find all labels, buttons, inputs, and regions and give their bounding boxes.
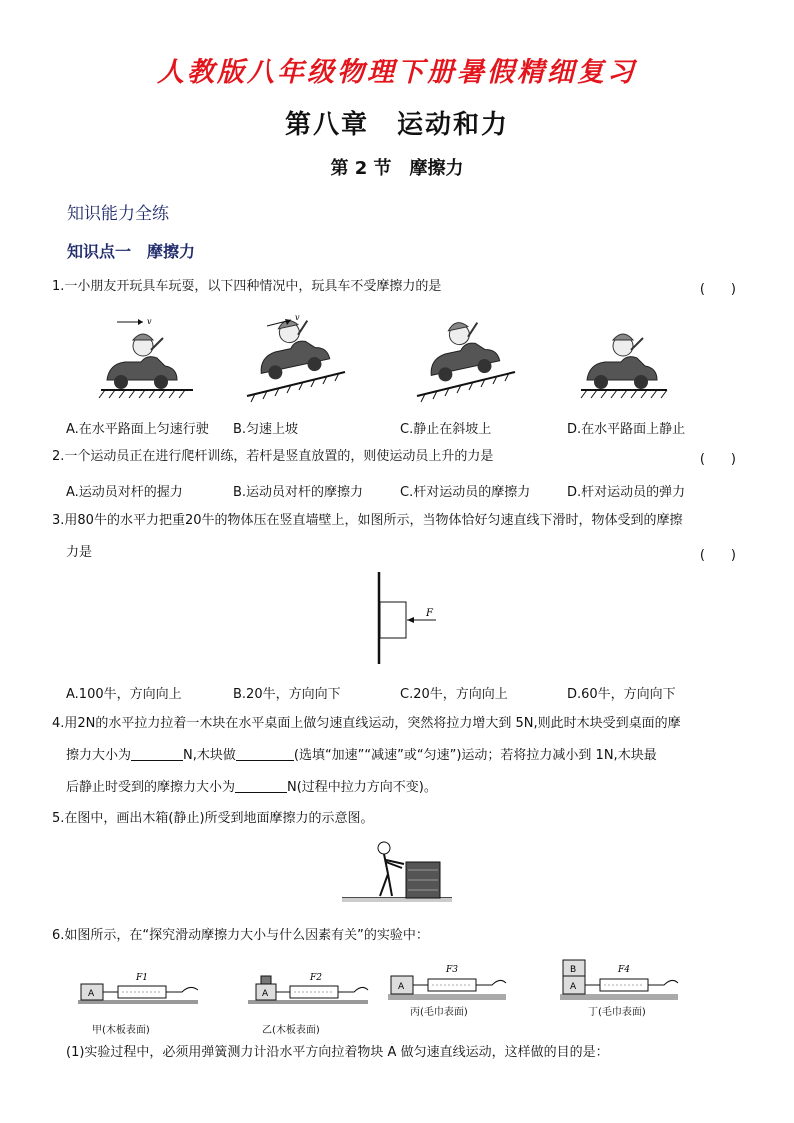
blank-1[interactable] [131,746,183,761]
svg-text:F3: F3 [446,965,458,975]
setup-ding [560,960,678,1000]
caption-yi: 乙(木板表面) [262,1025,320,1036]
setup-yi [248,973,368,1004]
q4-l3b: N(过程中拉力方向不变)。 [287,780,437,795]
q4-line1: 4.用2N的水平拉力拉着一木块在水平桌面上做匀速直线运动，突然将拉力增大到 5N,则此时木块受到桌面的摩 [52,716,681,731]
q3-option-b: B.20牛，方向向下 [233,687,341,702]
q5-boy-box-figure [342,838,452,904]
q1-option-c: C.静止在斜坡上 [400,422,492,437]
q2-option-b: B.运动员对杆的摩擦力 [233,485,364,500]
q6-text: 6.如图所示，在“探究滑动摩擦力大小与什么因素有关”的实验中： [52,928,429,943]
q3-option-c: C.20牛，方向向上 [400,687,508,702]
svg-text:A: A [398,982,405,992]
car-c [422,316,502,384]
blank-3[interactable] [235,778,287,793]
setup-bing [388,965,506,1000]
setup-jia [78,973,198,1004]
caption-bing: 丙(毛巾表面) [410,1007,468,1018]
caption-ding: 丁(毛巾表面) [588,1007,646,1018]
arrow-label-b: v [295,313,300,322]
q4-line3 [66,778,437,797]
svg-text:A: A [88,989,95,999]
q4-l3a: 后静止时受到的摩擦力大小为 [66,780,236,795]
svg-text:A: A [570,982,577,992]
svg-text:F2: F2 [310,973,322,983]
q1-bracket: ( ) [699,282,736,297]
section-title: 第 2 节 摩擦力 [330,158,464,179]
chapter-title: 第八章 运动和力 [284,110,509,140]
svg-text:A: A [262,989,269,999]
q6-sub1: (1)实验过程中，必须用弹簧测力计沿水平方向拉着物块 A 做匀速直线运动，这样做的目的是： [66,1045,609,1060]
q5-text: 5.在图中，画出木箱(静止)所受到地面摩擦力的示意图。 [52,811,374,826]
q4-l2b: N,木块做 [183,748,236,763]
q2-text: 2.一个运动员正在进行爬杆训练，若杆是竖直放置的，则使运动员上升的力是 [52,449,494,464]
arrow-label-a: v [147,317,152,326]
q1-option-a: A.在水平路面上匀速行驶 [66,422,209,437]
car-b [252,314,332,382]
force-label: F [426,608,433,619]
q3-option-d: D.60牛，方向向下 [567,687,676,702]
blank-2[interactable] [236,746,294,761]
heading-point: 知识点一 摩擦力 [67,242,196,261]
heading-knowledge: 知识能力全练 [67,204,169,224]
svg-text:F1: F1 [136,973,148,983]
car-d [587,334,657,389]
q1-figures [95,310,755,405]
q4-l2c: (选填“加速”“减速”或“匀速”)运动；若将拉力减小到 1N,木块最 [293,748,657,763]
q1-option-d: D.在水平路面上静止 [567,422,686,437]
car-a [107,334,177,389]
q2-option-a: A.运动员对杆的握力 [66,485,183,500]
q4-l2a: 擦力大小为 [66,748,132,763]
caption-jia: 甲(木板表面) [92,1025,150,1036]
q3-wall-figure [376,572,456,666]
q2-option-c: C.杆对运动员的摩擦力 [400,485,531,500]
q3-bracket: ( ) [699,548,736,563]
q1-text: 1.一小朋友开玩具车玩耍，以下四种情况中，玩具车不受摩擦力的是 [52,279,442,294]
svg-text:F4: F4 [618,965,630,975]
svg-text:B: B [570,965,577,975]
banner-title: 人教版八年级物理下册暑假精细复习 [157,57,637,88]
q3-option-a: A.100牛，方向向上 [66,687,182,702]
q2-bracket: ( ) [699,452,736,467]
q2-option-d: D.杆对运动员的弹力 [567,485,686,500]
q3-line1: 3.用80牛的水平力把重20牛的物体压在竖直墙壁上，如图所示，当物体恰好匀速直线下滑时，物体受到的摩擦 [52,513,683,528]
q4-line2 [66,746,657,765]
q3-line2: 力是 [66,545,93,560]
q1-option-b: B.匀速上坡 [233,422,299,437]
